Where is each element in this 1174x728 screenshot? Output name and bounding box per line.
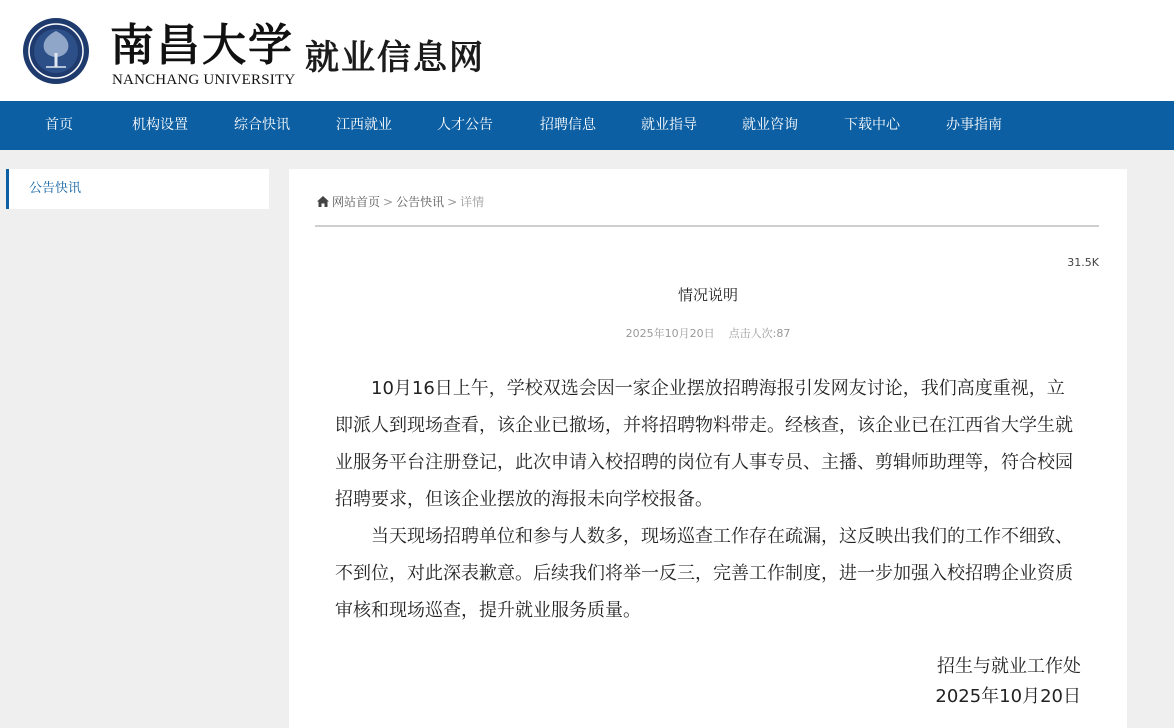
- main-nav: [0, 101, 1174, 150]
- article-views: 点击人次:87: [728, 327, 791, 340]
- article-paragraph: 10月16日上午，学校双选会因一家企业摆放招聘海报引发网友讨论，我们高度重视，立即派人到现场查看，该企业已撤场，并将招聘物料带走。经核查，该企业已在江西省大学生就业服务平台注册登记，此次申请入校招聘的岗位有人事专员、主播、剪辑师助理等，符合校园招聘要求，但该企业摆放的海报未向学校报备。: [335, 378, 1073, 510]
- article-panel: [289, 169, 1127, 728]
- nav-item-career-guidance[interactable]: 就业指导: [641, 117, 697, 133]
- brand-chinese-name: 南昌大学: [110, 20, 294, 71]
- nav-item-consulting[interactable]: 就业咨询: [742, 117, 798, 133]
- nav-item-service-guide[interactable]: 办事指南: [946, 117, 1002, 133]
- sidebar-item-announcements[interactable]: [6, 169, 269, 209]
- signature-date: 2025年10月20日: [935, 686, 1081, 707]
- article-meta: [289, 325, 1127, 341]
- nav-item-downloads[interactable]: 下载中心: [844, 117, 900, 133]
- nav-item-organization[interactable]: 机构设置: [132, 117, 188, 133]
- breadcrumb-separator: >: [383, 195, 394, 209]
- nav-item-news[interactable]: 综合快讯: [234, 117, 290, 133]
- breadcrumb-separator: >: [447, 195, 458, 209]
- article-signature: [935, 652, 1081, 712]
- article-body: [335, 370, 1081, 629]
- signature-org: 招生与就业工作处: [937, 656, 1081, 677]
- university-seal-icon[interactable]: [22, 17, 90, 85]
- breadcrumb-section-link[interactable]: 公告快讯: [396, 195, 445, 209]
- article-title: 情况说明: [677, 286, 738, 304]
- breadcrumb-home-link[interactable]: 网站首页: [332, 195, 381, 209]
- nav-item-jiangxi-employment[interactable]: 江西就业: [336, 117, 392, 133]
- site-name[interactable]: 就业信息网: [305, 38, 485, 78]
- nav-item-talent-notices[interactable]: 人才公告: [437, 117, 493, 133]
- brand-english-name: NANCHANG UNIVERSITY: [112, 72, 296, 88]
- nav-item-recruitment[interactable]: 招聘信息: [540, 117, 596, 133]
- site-header: [0, 0, 1174, 101]
- article-date: 2025年10月20日: [625, 327, 715, 340]
- breadcrumb: [317, 193, 484, 210]
- breadcrumb-current: 详情: [460, 195, 485, 209]
- page-size-tag: 31.5K: [1067, 256, 1099, 269]
- article-paragraph: 当天现场招聘单位和参与人数多，现场巡查工作存在疏漏，这反映出我们的工作不细致、不到位，对此深表歉意。后续我们将举一反三，完善工作制度，进一步加强入校招聘企业资质审核和现场巡查，提升就业服务质量。: [335, 526, 1073, 621]
- sidebar-item-label: 公告快讯: [29, 181, 82, 196]
- home-icon: [317, 196, 329, 207]
- breadcrumb-divider: [315, 225, 1099, 227]
- nav-item-home[interactable]: 首页: [45, 117, 73, 133]
